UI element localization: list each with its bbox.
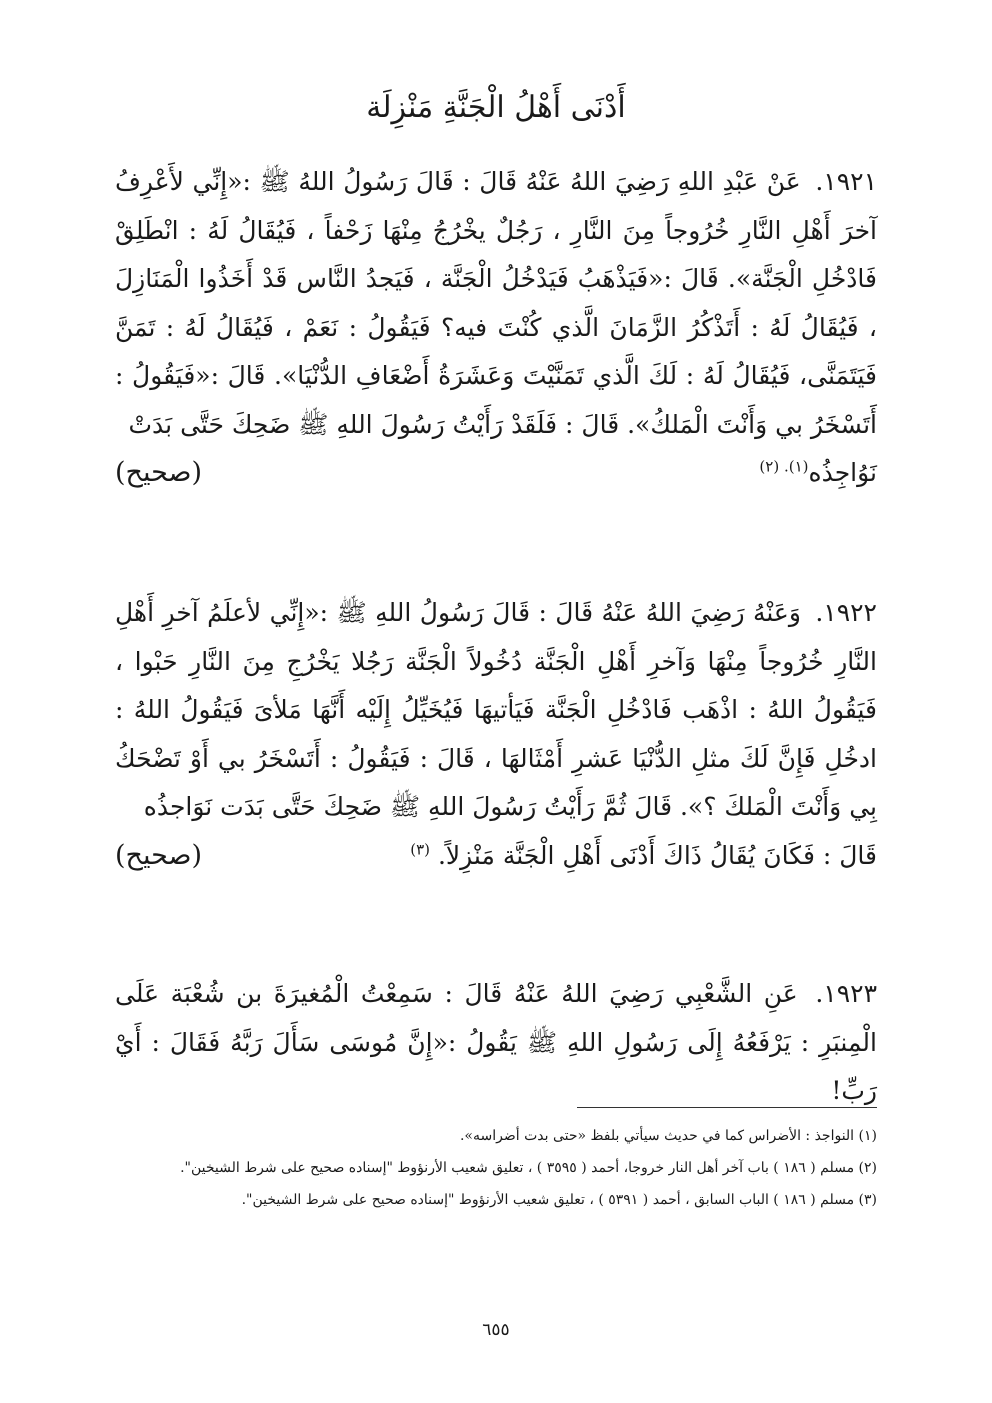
page-number: ٦٥٥ [482,1320,510,1340]
hadith-text: عَنِ الشَّعْبِي رَضِيَ اللهُ عَنْهُ قَالَ : سَمِعْتُ الْمُغيرَةَ بن شُعْبَة عَلَى الْمِنبَرِ : يَرْفَعُهُ إِلَى رَسُولِ اللهِ ﷺ يَقُولُ :«إِنَّ مُوسَى سَأَلَ رَبَّهُ فَقَالَ : أَيْ رَبِّ! [115,979,877,1105]
footnote-ref: (٣) [410,840,430,859]
footnote-3: (٣) مسلم ( ١٨٦ ) الباب السابق ، أحمد ( ٥٣٩١ ) ، تعليق شعيب الأرنؤوط "إسناده صحيح على شرط الشيخين". [241,1192,877,1208]
hadith-number: ١٩٢١. [815,167,877,196]
grade-label: (صحيح) [115,839,202,871]
hadith-body [115,970,877,1116]
hadith-body [115,589,877,832]
hadith-closing-text: قَالَ : فَكَانَ يُقَالُ ذَاكَ أَدْنَى أَهْلِ الْجَنَّة مَنْزِلاً. [437,840,877,870]
footnote-2: (٢) مسلم ( ١٨٦ ) باب آخر أهل النار خروجا، أحمد ( ٣٥٩٥ ) ، تعليق شعيب الأرنؤوط "إسناده صحيح على شرط الشيخين". [180,1160,877,1176]
hadith-text: وَعَنْهُ رَضِيَ اللهُ عَنْهُ قَالَ : قَالَ رَسُولُ اللهِ ﷺ :«إِنِّي لأعلَمُ آخرِ أَهْلِ النَّارِ خُرُوجاً مِنْهَا وَآخرِ أَهْلِ الْجَنَّة دُخُولاً الْجَنَّة رَجُلا يَخْرُجِ مِنَ النَّارِ حَبْوا ، فَيَقُولُ اللهُ : اذْهَب فَادْخُلِ الْجَنَّة فَيَأتيهَا فَيُخَيِّلُ إِلَيْه أَنَّهَا مَلأىَ فَيَقُولُ اللهُ : ادخُلِ فَإِنَّ لَكَ مثلِ الدُّنْيَا عَشرِ أَمْثَالهَا ، قَالَ : فَيَقُولُ : أَتَسْخَرُ بي أَوْ تَضْحَكُ بِي وَأَنْتَ الْمَلكَ ؟». قَالَ ثُمَّ رَأَيْتُ رَسُولَ اللهِ ﷺ ضَحِكَ حَتَّى بَدَت نَوَاجذُه [115,598,877,821]
hadith-number: ١٩٢٣. [815,979,877,1008]
hadith-body [115,158,877,449]
hadith-text: عَنْ عَبْدِ اللهِ رَضِيَ اللهُ عَنْهُ قَالَ : قَالَ رَسُولُ اللهُ ﷺ :«إِنِّي لأَعْرِفُ آخرَ أَهْلِ النَّارِ خُرُوجاً مِنَ النَّارِ ، رَجُلٌ يخْرُجُ مِنْهَا زَحْفاً ، فَيُقَالُ لَهُ : انْطَلِقْ فَادْخُلِ الْجَنَّة». قَالَ :«فَيَذْهَبُ فَيَدْخُلُ الْجَنَّة ، فَيَجدُ النَّاس قَدْ أَخَذُوا الْمَنَازِلَ ، فَيُقَالُ لَهُ : أَتَذْكُرُ الزَّمَانَ الَّذي كُنْتَ فيه؟ فَيَقُولُ : نَعَمْ ، فَيُقَالُ لَهُ : تَمَنَّ فَيَتَمَنَّى، فَيُقَالُ لَهُ : لَكَ الَّذي تَمَنَّيْتَ وَعَشَرَةُ أَضْعَافِ الدُّنْيَا». قَالَ :«فَيَقُولُ : أَتَسْخَرُ بي وَأَنْتَ الْمَلكُ». قَالَ : فَلَقَدْ رَأَيْتُ رَسُولَ اللهِ ﷺ ضَحِكَ حَتَّى بَدَتْ [115,167,877,439]
hadith-closing [759,449,877,498]
document-page [115,0,877,1403]
hadith-last-line [115,449,877,498]
hadith-1922 [115,589,877,880]
hadith-last-line [115,832,877,881]
footnote-ref: (١). (٢) [759,457,809,476]
footnotes [115,1122,877,1218]
hadith-number: ١٩٢٢. [815,598,877,627]
hadith-1923 [115,970,877,1116]
grade-label: (صحيح) [115,457,202,488]
chapter-title: أَدْنَى أَهْلُ الْجَنَّةِ مَنْزِلَة [366,90,626,125]
footnote-divider [577,1107,877,1108]
hadith-1921 [115,158,877,498]
footnote-1: (١) النواجذ : الأضراس كما في حديث سيأتي بلفظ «حتى بدت أضراسه». [459,1128,877,1144]
hadith-closing [410,832,877,881]
hadith-closing-text: نَوُاجِذُه [808,458,877,487]
